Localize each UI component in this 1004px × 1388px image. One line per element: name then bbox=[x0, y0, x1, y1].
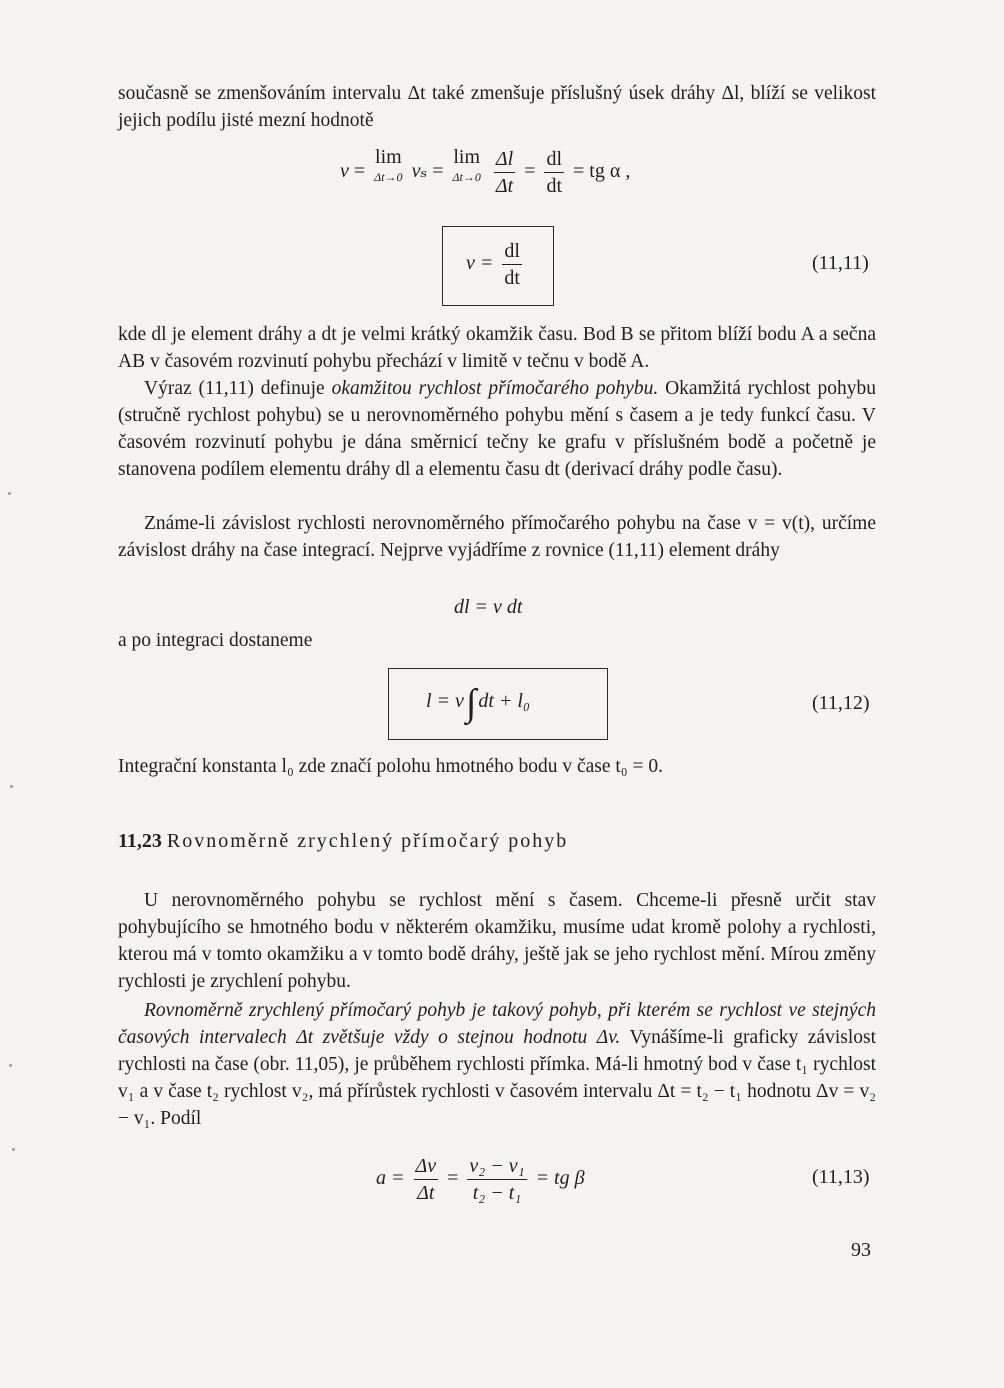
paragraph-constant: Integrační konstanta l₀ zde značí polohu hmotného bodu v čase t₀ = 0. bbox=[118, 756, 663, 777]
scan-speck bbox=[8, 492, 11, 495]
paragraph-intro: současně se zmenšováním intervalu Δt také zmenšuje příslušný úsek dráhy Δl, blíží se velikost jejich podílu jisté mezní hodnotě bbox=[118, 83, 876, 131]
paragraph-element: kde dl je element dráhy a dt je velmi krátký okamžik času. Bod B se přitom blíží bodu A a sečna AB v časovém rozvinutí pohybu přechází v limitě v tečnu v bodě A. bbox=[118, 324, 876, 372]
equation-dl: dl = v dt bbox=[454, 596, 523, 618]
page-number: 93 bbox=[851, 1239, 871, 1261]
paragraph-integration: a po integraci dostaneme bbox=[118, 630, 313, 651]
scan-speck bbox=[10, 785, 13, 788]
paragraph-definition: Výraz (11,11) definuje okamžitou rychlost přímočarého pohybu. Okamžitá rychlost pohybu (stručně rychlost pohybu) se u nerovnoměrného pohybu mění s časem a je tedy funkcí času. V časovém rozvinutí pohybu je dána směrnicí tečny ke grafu v příslušném bodě a početně je stanovena podílem elementu dráhy dl a elementu času dt (derivací dráhy podle času). bbox=[118, 378, 876, 480]
paragraph-dependence: Známe-li závislost rychlosti nerovnoměrného přímočarého pohybu na čase v = v(t), určíme závislost dráhy na čase integrací. Nejprve vyjádříme z rovnice (11,11) element dráhy bbox=[118, 513, 876, 561]
scan-speck bbox=[12, 1148, 15, 1151]
equation-11-11: v = $\frac{dl}{dt}$ bbox=[466, 240, 520, 289]
equation-label-11-13: (11,13) bbox=[812, 1166, 870, 1188]
scan-speck bbox=[9, 1064, 12, 1067]
paragraph-uniform: Rovnoměrně zrychlený přímočarý pohyb je takový pohyb, při kterém se rychlost ve stejných časových intervalech Δt zvětšuje vždy o stejnou hodnotu Δv. Vynášíme-li graficky závislost rychlosti na čase (obr. 11,05), je průběhem rychlosti přímka. Má-li hmotný bod v čase t₁ rychlost v₁ a v čase t₂ rychlost v₂, má přírůstek rychlosti v časovém intervalu Δt = t₂ − t₁ hodnotu Δv = v₂ − v₁. Podíl bbox=[118, 1000, 876, 1129]
paragraph-acceleration: U nerovnoměrného pohybu se rychlost mění s časem. Chceme-li přesně určit stav pohybujícího se hmotného bodu v některém okamžiku, musíme udat kromě polohy a rychlosti, kterou má v tomto okamžiku a v tomto bodě dráhy, ještě jak se jeho rychlost mění. Mírou změny rychlosti je zrychlení pohybu. bbox=[118, 890, 876, 992]
equation-label-11-11: (11,11) bbox=[812, 252, 869, 274]
equation-11-13: a = $\frac{\Delta v}{\Delta t}$ = $\frac{\text{v₂ − v₁}}{\text{t₂ − t₁}}$ = tg β bbox=[376, 1155, 585, 1204]
equation-11-12: l = v∫ dt + l₀ bbox=[426, 682, 530, 724]
equation-limit: v = lim Δt→0 vₛ = lim Δt→0 $\frac{\Delta l}{\Delta t}$ = $\frac{dl}{dt}$ = tg α , bbox=[340, 146, 631, 197]
section-heading: 11,23 Rovnoměrně zrychlený přímočarý pohyb bbox=[118, 830, 569, 852]
equation-label-11-12: (11,12) bbox=[812, 692, 870, 714]
